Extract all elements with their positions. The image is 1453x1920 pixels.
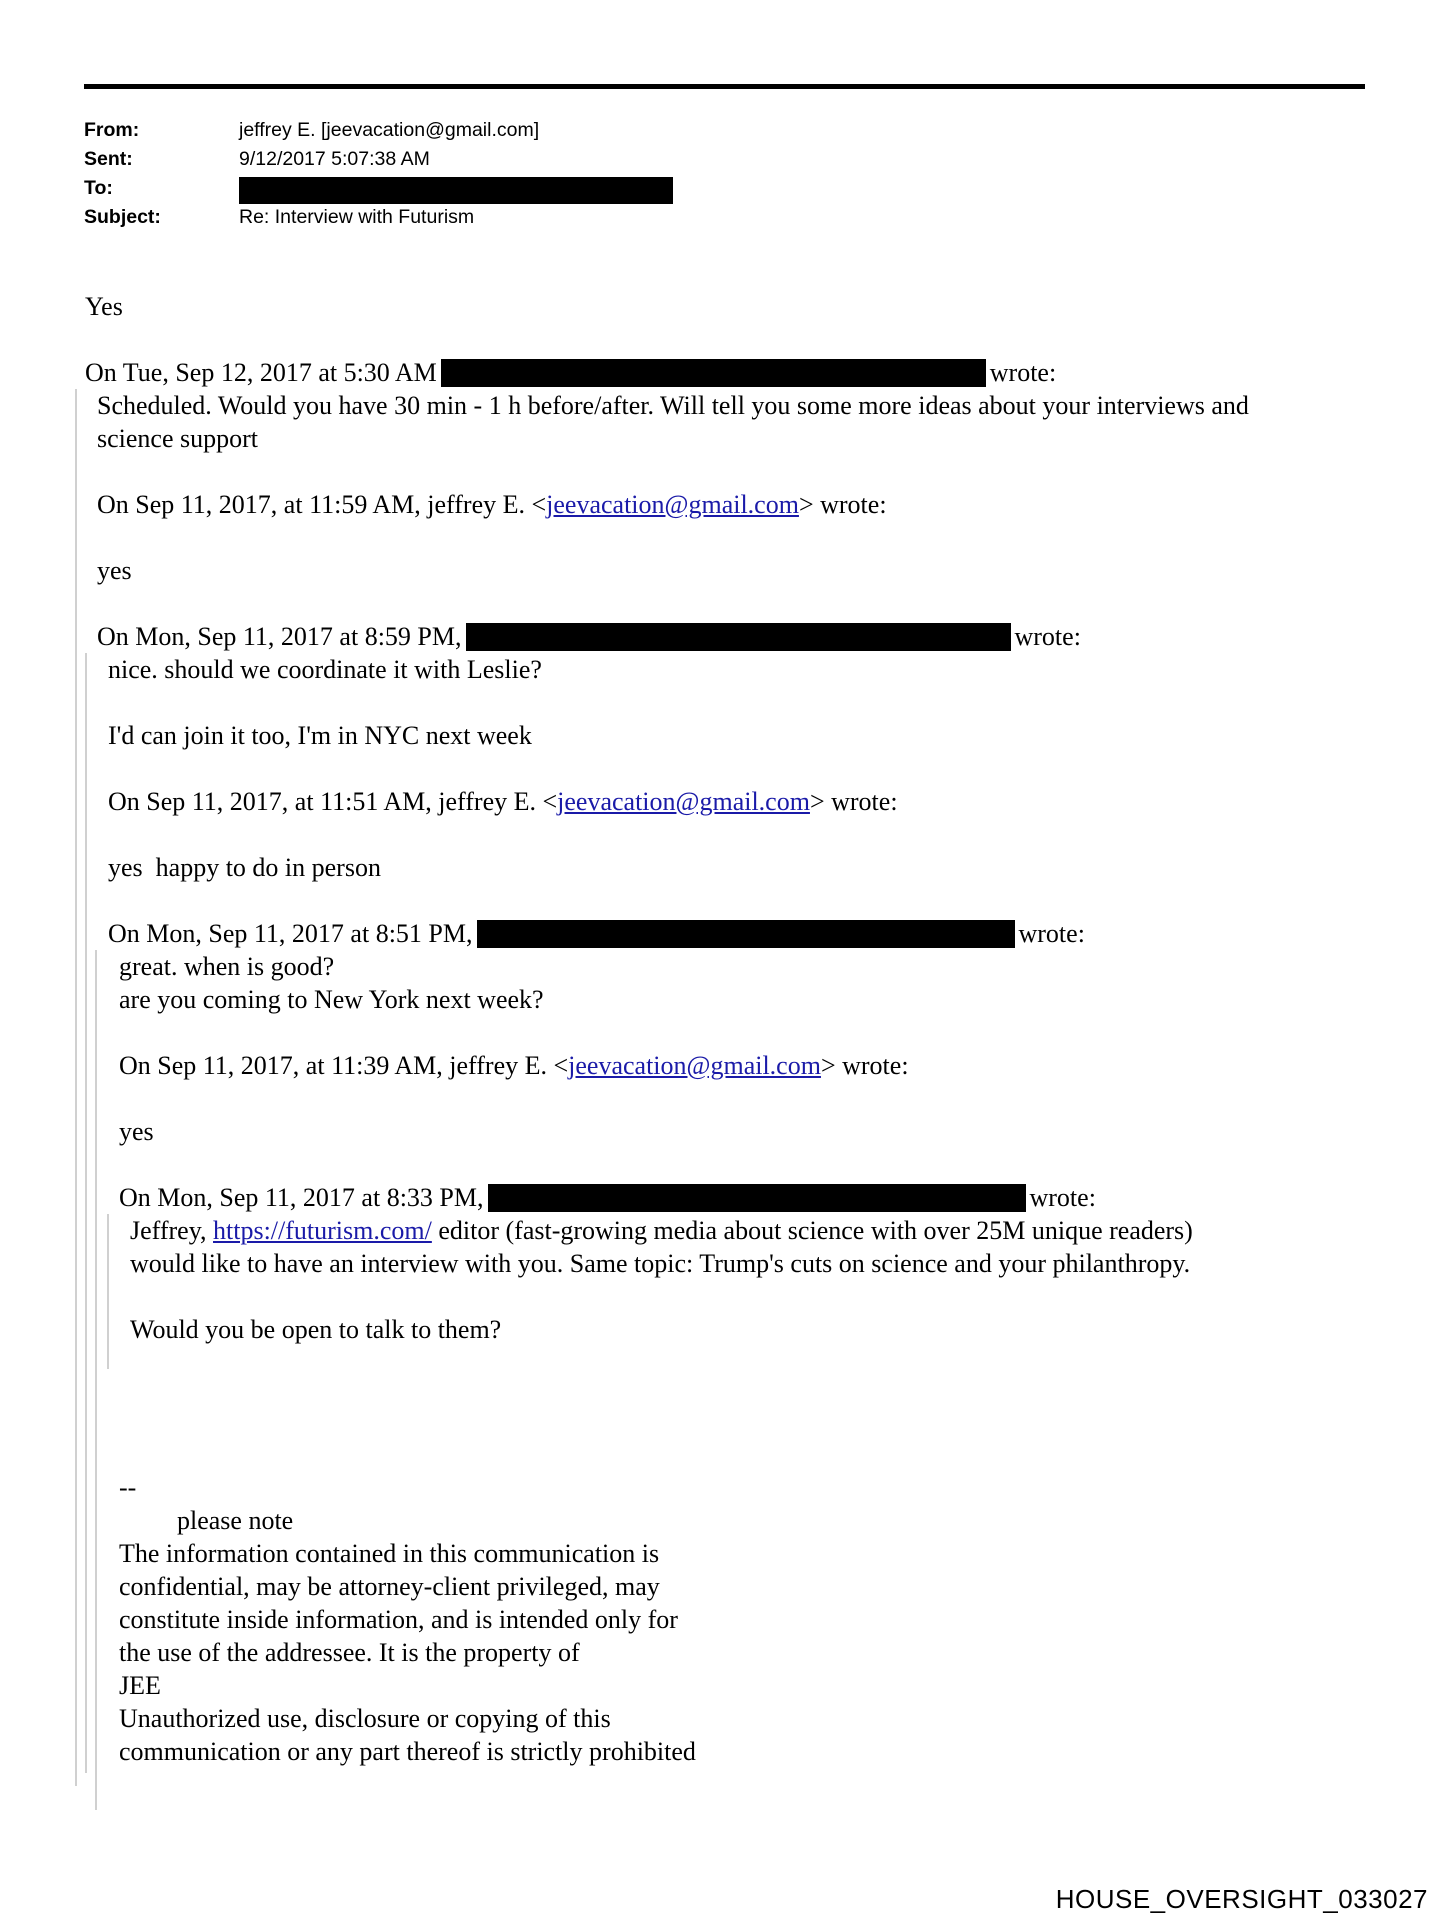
- quote-attribution: [108, 917, 1385, 950]
- message-line: would like to have an interview with you. Same topic: Trump's cuts on science and your philanthropy.: [130, 1249, 1191, 1278]
- signature-line: communication or any part thereof is strictly prohibited: [119, 1737, 696, 1766]
- signature-dashes: --: [119, 1473, 137, 1502]
- reply-text: Yes: [85, 292, 123, 321]
- quoted-message-1: [97, 389, 1385, 1768]
- from-label: From:: [84, 119, 140, 141]
- attribution-prefix: On Mon, Sep 11, 2017 at 8:51 PM,: [108, 919, 473, 948]
- message-text: editor (fast-growing media about science with over 25M unique readers): [438, 1216, 1193, 1245]
- message-line: [130, 1214, 1385, 1247]
- attribution-suffix: > wrote:: [798, 490, 887, 519]
- attribution-suffix: > wrote:: [820, 1051, 909, 1080]
- attribution-prefix: On Tue, Sep 12, 2017 at 5:30 AM: [85, 358, 437, 387]
- futurism-link[interactable]: https://futurism.com/: [213, 1216, 432, 1245]
- quote-attribution: [97, 488, 1385, 521]
- attribution-prefix: On Sep 11, 2017, at 11:59 AM, jeffrey E. <: [97, 490, 547, 519]
- email-link[interactable]: jeevacation@gmail.com: [546, 490, 799, 519]
- message-text: Jeffrey,: [130, 1216, 207, 1245]
- message-line: nice. should we coordinate it with Leslie?: [108, 655, 542, 684]
- signature-line: Unauthorized use, disclosure or copying of this: [119, 1704, 611, 1733]
- signature-line: the use of the addressee. It is the property of: [119, 1638, 580, 1667]
- subject-value: Re: Interview with Futurism: [239, 206, 475, 228]
- quoted-message-2: [108, 653, 1385, 1768]
- email-link[interactable]: jeevacation@gmail.com: [557, 787, 810, 816]
- top-rule: [84, 84, 1365, 89]
- quote-attribution: [119, 1049, 1385, 1082]
- attribution-suffix: wrote:: [1018, 919, 1085, 948]
- reply-text: yes happy to do in person: [108, 853, 381, 882]
- from-value: jeffrey E. [jeevacation@gmail.com]: [239, 119, 540, 141]
- to-label: To:: [84, 177, 113, 199]
- signature-line: The information contained in this communication is: [119, 1539, 660, 1568]
- attribution-prefix: On Sep 11, 2017, at 11:39 AM, jeffrey E. <: [119, 1051, 569, 1080]
- attribution-suffix: > wrote:: [809, 787, 898, 816]
- signature-note: please note: [177, 1506, 294, 1535]
- bates-number: HOUSE_OVERSIGHT_033027: [1055, 1884, 1428, 1914]
- message-line: I'd can join it too, I'm in NYC next week: [108, 721, 532, 750]
- reply-text: yes: [97, 556, 132, 585]
- reply-text: yes: [119, 1117, 154, 1146]
- quote-bar: [95, 950, 97, 1810]
- quote-bar: [107, 1214, 109, 1369]
- quote-attribution: [85, 356, 1385, 389]
- quote-bar: [85, 653, 87, 1773]
- sender-redaction: [466, 623, 1011, 651]
- message-line: science support: [97, 424, 259, 453]
- sender-redaction: [441, 359, 986, 387]
- attribution-suffix: wrote:: [1014, 622, 1081, 651]
- attribution-suffix: wrote:: [1029, 1183, 1096, 1212]
- sender-redaction: [477, 920, 1015, 948]
- sent-label: Sent:: [84, 148, 133, 170]
- email-body: [85, 290, 1385, 1768]
- signature-line: confidential, may be attorney-client privileged, may: [119, 1572, 660, 1601]
- attribution-prefix: On Mon, Sep 11, 2017 at 8:33 PM,: [119, 1183, 484, 1212]
- signature-block: [119, 1471, 1385, 1768]
- attribution-suffix: wrote:: [989, 358, 1057, 387]
- quote-attribution: [119, 1181, 1385, 1214]
- signature-line: constitute inside information, and is intended only for: [119, 1605, 678, 1634]
- quoted-message-3: [119, 950, 1385, 1768]
- quote-attribution: [97, 620, 1385, 653]
- message-line: Would you be open to talk to them?: [130, 1315, 502, 1344]
- attribution-prefix: On Mon, Sep 11, 2017 at 8:59 PM,: [97, 622, 462, 651]
- quote-attribution: [108, 785, 1385, 818]
- message-line: great. when is good?: [119, 952, 335, 981]
- message-line: are you coming to New York next week?: [119, 985, 544, 1014]
- sender-redaction: [488, 1184, 1026, 1212]
- message-line: Scheduled. Would you have 30 min - 1 h before/after. Will tell you some more ideas about your interviews and: [97, 391, 1249, 420]
- quoted-message-4: [130, 1214, 1385, 1346]
- sent-value: 9/12/2017 5:07:38 AM: [239, 148, 430, 170]
- to-redaction: [239, 177, 673, 204]
- signature-line: JEE: [119, 1671, 161, 1700]
- email-link[interactable]: jeevacation@gmail.com: [568, 1051, 821, 1080]
- attribution-prefix: On Sep 11, 2017, at 11:51 AM, jeffrey E. <: [108, 787, 558, 816]
- quote-bar: [75, 389, 77, 1786]
- subject-label: Subject:: [84, 206, 161, 228]
